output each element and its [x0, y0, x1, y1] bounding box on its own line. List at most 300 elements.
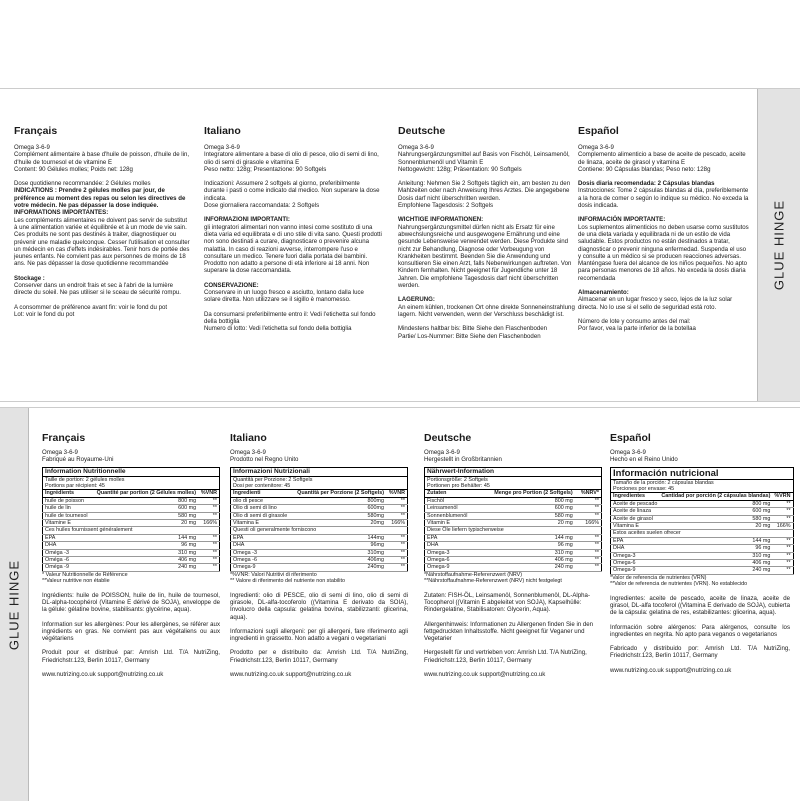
footnote: *%VNR: Valori Nutritivi di riferimento	[230, 571, 317, 578]
subtitle-line: Prodotto nel Regno Unito	[230, 456, 299, 464]
nutrient-amount: 240 mg	[659, 567, 772, 574]
table-row	[425, 497, 602, 504]
ingredient-name: Vitamina E	[231, 520, 292, 527]
table-row	[611, 523, 794, 530]
nutrient-nrv: **	[772, 567, 793, 574]
table-row	[425, 549, 602, 556]
spacer	[424, 585, 602, 592]
ingredient-nrv: **	[575, 512, 602, 519]
spacer	[204, 275, 382, 282]
text-line: Número de lote y consumo antes del mal:	[578, 317, 691, 325]
bottom-label-panel	[0, 407, 800, 801]
text-block: Ingrédients: huile de POISSON, huile de lin, huile de tournesol, DL-alpha-tocophérol (Vitamine E dérivé de SOJA), enveloppe de la gélule: gélatine bovine, stabilisants: glycérine, aqua).	[42, 591, 220, 614]
table-row	[231, 564, 408, 571]
text-line: Anleitung: Nehmen Sie 2 Softgels täglich ein, am besten zu den Mahlzeiten oder nach Anweisung Ihres Arztes. Die angegebene Dosis darf nicht überschritten werden.	[398, 180, 571, 202]
nutrient-nrv: **	[386, 564, 408, 571]
spacer	[230, 664, 408, 671]
nutrient-amount: 96 mg	[478, 542, 575, 549]
nutrient-nrv: **	[386, 557, 408, 564]
spacer	[610, 617, 790, 624]
table-row	[611, 545, 794, 552]
text-line: Instrucciones: Tome 2 cápsulas blandas al día, preferiblemente a la hora de comer o según lo indique su médico. No exceda la dosis indicada.	[578, 187, 749, 210]
ingredient-name: Sonnenblumenöl	[425, 512, 478, 519]
column-title: Français	[42, 432, 86, 444]
ingredient-name: olio di pesce	[231, 497, 292, 504]
ingredient-nrv: **	[772, 500, 793, 507]
ingredient-name: Aceite de pescado	[611, 500, 660, 507]
ingredient-amount: 800 mg	[659, 500, 772, 507]
spacer	[204, 209, 382, 216]
text-line: Partie/ Los-Nummer: Bitte Siehe den Flaschenboden	[398, 332, 541, 340]
nutrient-nrv: **	[575, 564, 602, 571]
nutrition-heading-text: Information Nutritionnelle	[43, 467, 220, 476]
nutrient-name: DHA	[425, 542, 478, 549]
table-row	[611, 552, 794, 559]
text-line: Omega 3-6-9	[578, 144, 614, 151]
spacer	[398, 173, 576, 180]
glue-hinge-label: GLUE HINGE	[771, 199, 787, 291]
subtitle-line: Omega 3-6-9	[230, 449, 266, 456]
nutrient-name: Oméga -9	[43, 564, 92, 571]
nutrient-nrv: **	[198, 534, 219, 541]
nutrient-name: EPA	[425, 534, 478, 541]
top-column-french	[14, 125, 190, 318]
text-line: INFORMATIONS IMPORTANTES:	[14, 209, 109, 217]
ingredient-amount: 600 mg	[91, 505, 198, 512]
text-line: INFORMACIÓN IMPORTANTE:	[578, 216, 666, 224]
text-line: A consommer de préférence avant fin: voir le fond du pot	[14, 303, 168, 311]
text-line: Lot: voir le fond du pot	[14, 310, 75, 318]
text-line: Mindestens haltbar bis: Bitte Siehe den Flaschenboden	[398, 325, 548, 333]
serving-info	[425, 483, 602, 490]
nutrient-amount: 310 mg	[659, 552, 772, 559]
spacer	[230, 621, 408, 628]
text-line: Conservare in un luogo fresco e asciutto, lontano dalla luce solare diretta. Non utilizzare se il sigillo è manomesso.	[204, 289, 364, 304]
table-row	[231, 534, 408, 541]
spacer	[14, 297, 190, 304]
text-block: www.nutrizing.co.uk support@nutrizing.co.uk	[610, 666, 732, 674]
footnote: **Nährstoffaufnahme-Referenzwert (NRV) nicht festgelegt	[424, 578, 562, 585]
text-line: Por favor, vea la parte inferior de la botellaa	[578, 325, 696, 333]
nutrient-nrv: **	[198, 564, 219, 571]
bottom-column-french	[42, 432, 220, 678]
text-block: Fabricado y distribuido por: Amrish Ltd. T/A NutriZing, Friedrichstr.123, Berlin 10117, Germany	[610, 645, 790, 660]
text-block: www.nutrizing.co.uk support@nutrizing.co.uk	[424, 671, 546, 679]
text-line: Empfohlene Tagesdosis: 2 Softgels	[398, 202, 494, 210]
nutrient-amount: 144 mg	[659, 537, 772, 544]
text-line: CONSERVAZIONE:	[204, 281, 259, 289]
table-row	[43, 564, 220, 571]
nutrient-amount: 310 mg	[478, 549, 575, 556]
col-header-nrv: %NRV*	[575, 490, 602, 497]
footnote: * Valeur Nutritionnelle de Référence	[42, 571, 128, 578]
text-block: Informazioni sugli allergeni: per gli allergeni, fare riferimento agli ingredienti in grassetto. Non adatto a vegani o vegetariani	[230, 627, 408, 643]
ingredient-name: Leinsamenöl	[425, 505, 478, 512]
text-line: WICHTIGE INFORMATIONEN:	[398, 216, 484, 224]
table-row	[425, 534, 602, 541]
sub-heading	[425, 527, 602, 534]
nutrient-amount: 96mg	[292, 542, 386, 549]
nutrient-name: Oméga -6	[43, 557, 92, 564]
spacer	[578, 311, 750, 318]
footnote: ** Valore di riferimento del nutriente non stabilito	[230, 578, 345, 585]
text-block: Information sur les allergènes: Pour les allergènes, se référer aux ingrédients en gras. Ne convient pas aux végétaliens ou aux végétariens	[42, 620, 220, 643]
nutrient-nrv: **	[575, 534, 602, 541]
spacer	[42, 614, 220, 621]
column-headers	[231, 490, 408, 497]
table-row	[43, 505, 220, 512]
top-column-italian	[204, 125, 382, 333]
spacer	[14, 268, 190, 275]
text-line: INFORMAZIONI IMPORTANTI:	[204, 216, 290, 224]
nutrient-nrv: **	[198, 557, 219, 564]
nutrient-name: Omega-9	[231, 564, 292, 571]
text-line: Almacenamiento:	[578, 289, 629, 297]
table-row	[43, 520, 220, 527]
ingredient-name: huile de poisson	[43, 497, 92, 504]
table-row	[231, 557, 408, 564]
table-row	[231, 520, 408, 527]
serving-info-text: Portionen pro Behälter: 45	[427, 483, 490, 489]
serving-info	[611, 486, 794, 493]
serving-info-text: Quantità per Porzione: 2 Softgels	[233, 476, 313, 483]
sub-heading	[43, 527, 220, 534]
nutrient-name: Omega-9	[425, 564, 478, 571]
col-header-ingredients: Ingredientes	[611, 493, 660, 500]
text-line: An einem kühlen, trockenen Ort ohne direkte Sonneneinstrahlung lagern. Nicht verwenden, wenn der Verschluss beschädigt ist.	[398, 303, 575, 318]
nutrition-heading	[231, 467, 408, 476]
ingredient-amount: 800mg	[292, 497, 386, 504]
table-row	[43, 497, 220, 504]
serving-info	[231, 483, 408, 490]
spacer	[610, 588, 790, 595]
nutrient-name: Omega -6	[231, 557, 292, 564]
table-row	[611, 515, 794, 522]
text-line: Da consumarsi preferibilmente entro il: Vedi l'etichetta sul fondo della bottiglia	[204, 310, 376, 325]
ingredient-name: Olio di semi di girasole	[231, 512, 292, 519]
table-row	[231, 505, 408, 512]
nutrient-name: Omega-3	[611, 552, 660, 559]
spacer	[424, 614, 602, 621]
sub-heading-text: Diese Öle liefern typischerweise	[425, 527, 602, 534]
nutrient-amount: 406 mg	[91, 557, 198, 564]
nutrient-amount: 144mg	[292, 534, 386, 541]
spacer	[398, 209, 576, 216]
ingredient-amount: 600mg	[292, 505, 386, 512]
table-row	[43, 557, 220, 564]
spacer	[398, 289, 576, 296]
column-title: Deutsche	[424, 432, 472, 444]
text-line: Omega 3-6-9	[204, 144, 240, 151]
nutrient-amount: 144 mg	[478, 534, 575, 541]
text-block: Hergestellt für und vertrieben von: Amrish Ltd. T/A NutriZing, Friedrichstr.123, Berlin 10117, Germany	[424, 649, 587, 664]
nutrient-amount: 240 mg	[91, 564, 198, 571]
text-line: Content: 90 Gélules molles; Poids net: 128g	[14, 165, 133, 173]
nutrient-amount: 96 mg	[91, 542, 198, 549]
nutrition-heading	[611, 467, 794, 479]
table-row	[425, 542, 602, 549]
table-row	[425, 512, 602, 519]
col-header-nrv: %VNR	[386, 490, 408, 497]
ingredient-nrv: **	[772, 508, 793, 515]
col-header-ingredients: Ingrédients	[43, 490, 92, 497]
nutrient-amount: 406mg	[292, 557, 386, 564]
column-title: Español	[610, 432, 651, 444]
ingredient-amount: 580 mg	[91, 512, 198, 519]
nutrient-name: Omega-6	[611, 560, 660, 567]
ingredient-amount: 600 mg	[659, 508, 772, 515]
ingredient-nrv: **	[386, 497, 408, 504]
ingredient-amount: 800 mg	[478, 497, 575, 504]
text-block: Allergenhinweis: Informationen zu Allergenen finden Sie in den fettgedruckten Inhaltsstoffe. Nicht geeignet für Veganer und Vegetarier	[424, 620, 594, 643]
text-line: Nahrungsergänzungsmittel auf Basis von Fischöl, Leinsamenöl, Sonnenblumenöl und Vitamin E	[398, 151, 570, 166]
text-line: Dose giornaliera raccomandata: 2 Softgels	[204, 202, 320, 210]
column-headers	[611, 493, 794, 500]
ingredient-nrv: 166%	[772, 523, 793, 530]
spacer	[398, 318, 576, 325]
col-header-amount: Quantité par portion (2 Gélules molles)	[91, 490, 198, 497]
nutrient-nrv: **	[198, 542, 219, 549]
table-row	[43, 549, 220, 556]
subtitle-line: Hecho en el Reino Unido	[610, 456, 678, 464]
spacer	[204, 173, 382, 180]
column-headers	[43, 490, 220, 497]
nutrient-nrv: **	[772, 537, 793, 544]
table-row	[231, 497, 408, 504]
nutrient-nrv: **	[575, 549, 602, 556]
table-row	[611, 567, 794, 574]
table-row	[425, 520, 602, 527]
column-title: Français	[14, 125, 58, 137]
nutrient-amount: 406 mg	[478, 557, 575, 564]
sub-heading-text: Questi oli generalmente forniscono	[231, 527, 408, 534]
ingredient-nrv: **	[386, 505, 408, 512]
column-title: Italiano	[230, 432, 267, 444]
table-row	[231, 549, 408, 556]
ingredient-name: Vitamine E	[43, 520, 92, 527]
serving-info	[43, 476, 220, 483]
subtitle-line: Hergestellt in Großbritannien	[424, 456, 502, 464]
ingredient-nrv: **	[772, 515, 793, 522]
ingredient-amount: 20 mg	[478, 520, 575, 527]
nutrient-amount: 240 mg	[478, 564, 575, 571]
table-row	[43, 512, 220, 519]
ingredient-amount: 20 mg	[659, 523, 772, 530]
footnote: **Valeur nutritive non établie	[42, 578, 110, 585]
spacer	[578, 173, 750, 180]
bottom-column-german	[424, 432, 602, 678]
nutrient-nrv: **	[575, 542, 602, 549]
text-line: Complemento alimenticio a base de aceite de pescado, aceite de linaza, aceite de girasol y vitamina E	[578, 151, 746, 166]
nutrient-nrv: **	[575, 557, 602, 564]
column-title: Italiano	[204, 125, 241, 137]
col-header-nrv: %VRN	[772, 493, 793, 500]
text-line: Conserver dans un endroit frais et sec à l'abri de la lumière directe du soleil. Ne pas utiliser si le sceau de sécurité rompu.	[14, 282, 181, 297]
ingredient-nrv: 166%	[198, 520, 219, 527]
table-row	[425, 505, 602, 512]
footnote: *Valor de referencia de nutrientes (VRN)	[610, 574, 707, 581]
ingredient-amount: 600 mg	[478, 505, 575, 512]
spacer	[14, 173, 190, 180]
nutrient-name: Oméga -3	[43, 549, 92, 556]
serving-info	[231, 476, 408, 483]
nutrient-name: Omega-6	[425, 557, 478, 564]
text-block: Ingredientes: aceite de pescado, aceite de linaza, aceite de girasol, DL-alfa tocoferol ((Vitamina E derivado de SOJA), cubierta de la cápsula: gelatina de res, estabilizantes: glicerina, aqua).	[610, 594, 790, 617]
subtitle-line: Omega 3-6-9	[424, 449, 460, 456]
text-line: Integratore alimentare a base di olio di pesce, olio di semi di lino, olio di semi di girasole e vitamina E	[204, 151, 379, 166]
nutrition-heading-text: Nährwert-Information	[425, 467, 602, 476]
serving-info-text: Portions par récipient: 45	[45, 483, 105, 489]
col-header-nrv: %VNR	[198, 490, 219, 497]
nutrient-name: Omega-3	[425, 549, 478, 556]
ingredient-name: huile de tournesol	[43, 512, 92, 519]
nutrient-nrv: **	[386, 542, 408, 549]
nutrient-name: Omega-9	[611, 567, 660, 574]
glue-hinge-strip-left	[0, 408, 29, 801]
serving-info-text: Taille de portion: 2 gélules molles	[45, 476, 125, 483]
text-line: Omega 3-6-9	[14, 144, 50, 151]
ingredient-name: Fischöl	[425, 497, 478, 504]
nutrient-name: Omega -3	[231, 549, 292, 556]
nutrient-nrv: **	[386, 549, 408, 556]
table-row	[611, 560, 794, 567]
ingredient-name: Aceite de girasol	[611, 515, 660, 522]
table-row	[231, 542, 408, 549]
top-column-spanish	[578, 125, 750, 333]
ingredient-name: Vitamina E	[611, 523, 660, 530]
sub-heading-text: Estos aceites suelen ofrecer	[611, 530, 794, 537]
footnote: **Valor de referencia de nutrientes (VRN). No establecido	[610, 581, 748, 588]
ingredient-amount: 580 mg	[478, 512, 575, 519]
text-block: Produit pour et distribué par: Amrish Ltd. T/A NutriZing, Friedrichstr.123, Berlin 10117, Germany	[42, 649, 220, 664]
text-line: Almacenar en un lugar fresco y seco, lejos de la luz solar directa. No lo use si el sello de seguridad está roto.	[578, 296, 733, 311]
ingredient-name: Aceite de linaza	[611, 508, 660, 515]
text-line: gli integratori alimentari non vanno intesi come sostituto di una dieta varia ed equilibrata e di uno stile di vita sano. Questi prodotti non sono destinati a curare, diagnosticare o prevenire alcuna malattia. In caso di reazioni avverse, interrompere l'uso e consultare un medico. Tenere fuori dalla portata dei bambini. Prodotto non adatto a persone di età inferiore ai 18 anni. Non superare la dose raccomandata.	[204, 223, 382, 275]
table-row	[611, 500, 794, 507]
ingredient-nrv: **	[198, 505, 219, 512]
text-line: Dosis diaria recomendada: 2 Cápsulas blandas	[578, 180, 715, 188]
table-row	[43, 542, 220, 549]
serving-info	[425, 476, 602, 483]
text-line: Numero di lotto: Vedi l'etichetta sul fondo della bottiglia	[204, 325, 352, 333]
text-block: Zutaten: FISH-ÖL, Leinsamenöl, Sonnenblumenöl, DL-Alpha-Tocopherol ((Vitamin E abgeleitet von SOJA), Kapselhülle: Rindergelatine, Stabilisatoren: Glycerin, Aqua).	[424, 591, 590, 614]
table-row	[611, 508, 794, 515]
nutrition-heading	[43, 467, 220, 476]
bottom-column-spanish	[610, 432, 790, 674]
text-line: INDICATIONS : Prendre 2 gélules molles par jour, de préférence au moment des repas ou selon les directives de votre médecin. Ne pas dépasser la dose indiquée.	[14, 187, 186, 210]
text-line: Dose quotidienne recommandée: 2 Gélules molles	[14, 180, 151, 188]
nutrient-amount: 406 mg	[659, 560, 772, 567]
table-row	[425, 557, 602, 564]
column-title: Español	[578, 125, 619, 137]
ingredient-nrv: **	[575, 505, 602, 512]
text-line: Los suplementos alimenticios no deben usarse como sustitutos de una dieta variada y equilibrada ni de un estilo de vida saludable. Estos productos no están destinados a tratar, diagnosticar o prevenir ninguna enfermedad. Suspenda el uso y consulte a un médico si se producen reacciones adversas. Manténgase fuera del alcance de los niños pequeños. No apto para personas menores de 18 años. No exceda la dosis diaria recomendada	[578, 223, 749, 282]
ingredient-nrv: **	[386, 512, 408, 519]
nutrient-name: DHA	[43, 542, 92, 549]
serving-info	[43, 483, 220, 490]
ingredient-nrv: **	[198, 512, 219, 519]
ingredient-nrv: 166%	[386, 520, 408, 527]
ingredient-amount: 580 mg	[659, 515, 772, 522]
ingredient-name: Olio di semi di lino	[231, 505, 292, 512]
nutrition-heading-text: Informazioni Nutrizionali	[231, 467, 408, 476]
text-block: Ingredienti: olio di PESCE, olio di semi di lino, olio di semi di girasole, DL-alfa-tocoferolo ((Vitamina E derivato da SOIA), Involucro della capsula: gelatina bovina, stabilizzanti: glicerina, aqua).	[230, 591, 408, 621]
serving-info-text: Dosi per contenitore: 45	[233, 483, 291, 489]
nutrient-nrv: **	[386, 534, 408, 541]
spacer	[610, 638, 790, 645]
text-line: Omega 3-6-9	[398, 144, 434, 151]
col-header-ingredients: Ingredienti	[231, 490, 292, 497]
text-line: Nettogewicht: 128g; Präsentation: 90 Softgels	[398, 165, 522, 173]
column-headers	[425, 490, 602, 497]
ingredient-amount: 20 mg	[91, 520, 198, 527]
text-block: Información sobre alérgenos: Para alérgenos, consulte los ingredientes en negrita. No apto para veganos o vegetarianos	[610, 623, 790, 638]
nutrition-table	[424, 467, 602, 572]
subtitle-line: Omega 3-6-9	[42, 449, 78, 456]
table-row	[231, 512, 408, 519]
ingredient-name: huile de lin	[43, 505, 92, 512]
top-label-panel	[0, 88, 800, 402]
ingredient-amount: 800 mg	[91, 497, 198, 504]
col-header-amount: Menge pro Portion (2 Softgels)	[478, 490, 575, 497]
spacer	[578, 282, 750, 289]
ingredient-name: Vitamin E	[425, 520, 478, 527]
col-header-amount: Cantidad por porción (2 cápsulas blandas)	[661, 493, 771, 500]
serving-info-text: Porciones por envase: 45	[613, 486, 675, 492]
nutrient-name: DHA	[231, 542, 292, 549]
nutrient-name: EPA	[231, 534, 292, 541]
table-row	[611, 537, 794, 544]
table-row	[43, 534, 220, 541]
serving-info-text: Portionsgröße: 2 Softgels	[427, 476, 488, 483]
text-block: www.nutrizing.co.uk support@nutrizing.co.uk	[230, 671, 352, 679]
ingredient-nrv: **	[198, 497, 219, 504]
text-line: Indicazioni: Assumere 2 softgels al giorno, preferibilmente durante i pasti o come indicato dal medico. Non superare la dose indicata.	[204, 180, 380, 202]
subtitle-line: Fabriqué au Royaume-Uni	[42, 456, 114, 464]
text-line: LAGERUNG:	[398, 296, 435, 304]
text-line: Contiene: 90 Cápsulas blandas; Peso neto: 128g	[578, 165, 711, 173]
nutrient-amount: 144 mg	[91, 534, 198, 541]
sub-heading	[611, 530, 794, 537]
spacer	[42, 585, 220, 592]
nutrient-nrv: **	[772, 545, 793, 552]
table-row	[425, 564, 602, 571]
spacer	[424, 642, 602, 649]
nutrition-table	[230, 467, 408, 572]
serving-info	[611, 479, 794, 486]
ingredient-nrv: **	[575, 497, 602, 504]
column-title: Deutsche	[398, 125, 446, 137]
nutrient-nrv: **	[772, 552, 793, 559]
text-line: Nahrungsergänzungsmittel dürfen nicht als Ersatz für eine abwechslungsreiche und ausgewogene Ernährung und eine gesunde Lebensweise verwendet werden. Diese Produkte sind nicht zur Behandlung, Diagnose oder Vorbeugung von Krankheiten bestimmt. Beenden Sie die Anwendung und konsultieren Sie einen Arzt, falls Nebenwirkungen auftreten. Von Kindern fernhalten. Nicht geeignet für Jugendliche unter 18 Jahren. Die empfohlene Tagesdosis darf nicht überschritten werden.	[398, 223, 572, 290]
col-header-ingredients: Zutaten	[425, 490, 478, 497]
spacer	[230, 642, 408, 649]
sub-heading	[231, 527, 408, 534]
spacer	[42, 642, 220, 649]
ingredient-amount: 580mg	[292, 512, 386, 519]
nutrition-table	[610, 467, 794, 575]
footnote: *Nährstoffaufnahme-Referenzwert (NRV)	[424, 571, 523, 578]
spacer	[424, 664, 602, 671]
ingredient-amount: 20mg	[292, 520, 386, 527]
spacer	[204, 304, 382, 311]
text-line: Les compléments alimentaires ne doivent pas servir de substitut à une alimentation variée et équilibrée et à un mode de vie sain. Ces produits ne sont pas destinés à traiter, diagnostiquer ou prévenir une maladie quelconque. Cesser l'utilisation et consulter un médecin en cas d'effets indésirables. Tenir hors de portée des jeunes enfants. Ne convient pas aux personnes de moins de 18 ans. Ne pas dépasser la dose quotidienne recommandée	[14, 216, 190, 268]
text-block: www.nutrizing.co.uk support@nutrizing.co.uk	[42, 671, 164, 679]
nutrition-heading	[425, 467, 602, 476]
bottom-column-italian	[230, 432, 408, 678]
spacer	[610, 660, 790, 667]
nutrient-name: EPA	[611, 537, 660, 544]
